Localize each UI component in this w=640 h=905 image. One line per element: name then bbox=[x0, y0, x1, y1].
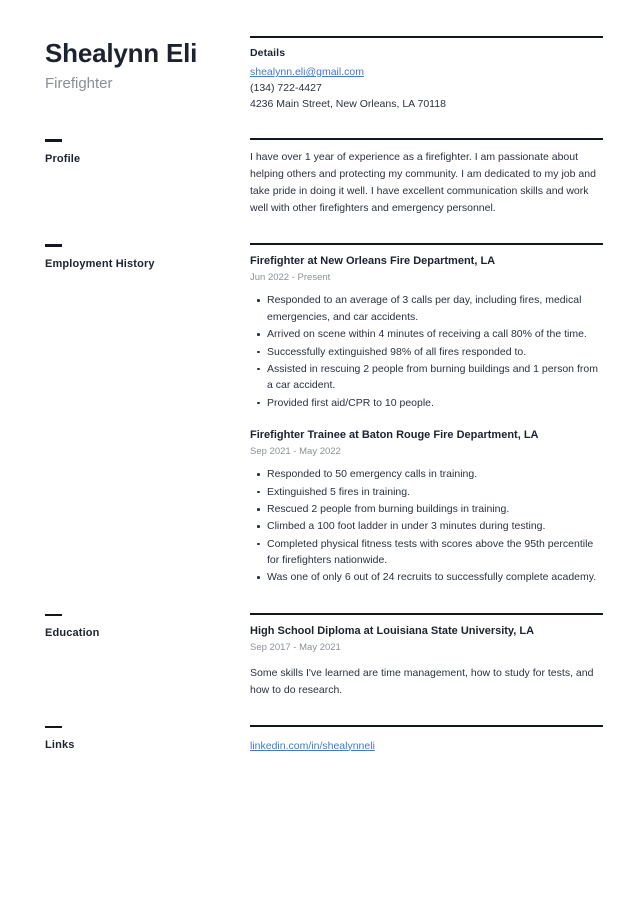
profile-text: I have over 1 year of experience as a firefighter. I am passionate about helping others and protecting my community. I am dedicated to my job and take pride in doing it well. I have excellent communication skills and work well with other firefighters and emergency personnel. bbox=[250, 151, 596, 215]
list-item: Responded to an average of 3 calls per day, including fires, medical emergencies, and car accidents. bbox=[267, 292, 603, 325]
section-links-label: Links bbox=[45, 739, 75, 752]
details-email-row bbox=[250, 62, 603, 81]
section-education-body bbox=[250, 613, 603, 699]
employment-entry bbox=[250, 428, 603, 586]
section-employment-label: Employment History bbox=[45, 257, 155, 270]
details-phone: (134) 722-4427 bbox=[250, 81, 322, 94]
email-link[interactable]: shealynn.eli@gmail.com bbox=[250, 66, 364, 78]
list-item: Responded to 50 emergency calls in training. bbox=[267, 466, 603, 482]
section-education-label: Education bbox=[45, 627, 100, 640]
section-employment-body bbox=[250, 243, 603, 587]
resume-header bbox=[45, 36, 603, 112]
section-education-label-col bbox=[45, 613, 250, 641]
education-entry bbox=[250, 624, 603, 699]
employment-entry-title: Firefighter at New Orleans Fire Department, LA bbox=[250, 255, 496, 268]
list-item: Extinguished 5 fires in training. bbox=[267, 484, 603, 500]
section-profile-rule bbox=[250, 138, 603, 140]
list-item: Climbed a 100 foot ladder in under 3 minutes during testing. bbox=[267, 518, 603, 534]
education-entry-date: Sep 2017 - May 2021 bbox=[250, 641, 341, 653]
section-profile-body bbox=[250, 138, 603, 217]
section-links-body bbox=[250, 725, 603, 755]
section-employment bbox=[45, 243, 603, 587]
list-item: Provided first aid/CPR to 10 people. bbox=[267, 395, 603, 411]
section-education-rule bbox=[250, 613, 603, 615]
employment-entry-date: Jun 2022 - Present bbox=[250, 272, 331, 284]
employment-entry bbox=[250, 254, 603, 411]
list-item: Assisted in rescuing 2 people from burning buildings and 1 person from a car accident. bbox=[267, 361, 603, 394]
section-links-rule bbox=[250, 725, 603, 727]
section-profile-label: Profile bbox=[45, 152, 81, 165]
education-entry-title: High School Diploma at Louisiana State University, LA bbox=[250, 624, 535, 637]
section-profile bbox=[45, 138, 603, 217]
full-name: Shealynn Eli bbox=[45, 38, 198, 68]
employment-entry-bullets bbox=[250, 466, 603, 586]
linkedin-link[interactable]: linkedin.com/in/shealynneli bbox=[250, 739, 375, 752]
employment-entry-title: Firefighter Trainee at Baton Rouge Fire Department, LA bbox=[250, 429, 539, 442]
job-title: Firefighter bbox=[45, 75, 113, 93]
section-profile-label-col bbox=[45, 138, 250, 166]
education-entry-description: Some skills I've learned are time management, how to study for tests, and how to do research. bbox=[250, 666, 594, 696]
details-rule bbox=[250, 36, 603, 38]
identity-block bbox=[45, 36, 250, 93]
dash-icon bbox=[45, 726, 62, 729]
employment-entry-bullets bbox=[250, 292, 603, 411]
section-links bbox=[45, 725, 603, 755]
list-item: Arrived on scene within 4 minutes of receiving a call 80% of the time. bbox=[267, 326, 603, 342]
employment-entry-date: Sep 2021 - May 2022 bbox=[250, 445, 341, 457]
details-block bbox=[250, 36, 603, 112]
details-title: Details bbox=[250, 47, 286, 59]
details-address: 4236 Main Street, New Orleans, LA 70118 bbox=[250, 97, 446, 110]
section-links-label-col bbox=[45, 725, 250, 753]
list-item: Rescued 2 people from burning buildings in training. bbox=[267, 501, 603, 517]
links-list bbox=[250, 736, 603, 755]
dash-icon bbox=[45, 244, 62, 247]
section-education bbox=[45, 613, 603, 699]
list-item: Was one of only 6 out of 24 recruits to successfully complete academy. bbox=[267, 569, 603, 585]
dash-icon bbox=[45, 614, 62, 617]
list-item: Successfully extinguished 98% of all fires responded to. bbox=[267, 344, 603, 360]
section-employment-rule bbox=[250, 243, 603, 245]
section-employment-label-col bbox=[45, 243, 250, 271]
list-item: Completed physical fitness tests with scores above the 95th percentile for firefighters nationwide. bbox=[267, 536, 603, 569]
dash-icon bbox=[45, 139, 62, 142]
